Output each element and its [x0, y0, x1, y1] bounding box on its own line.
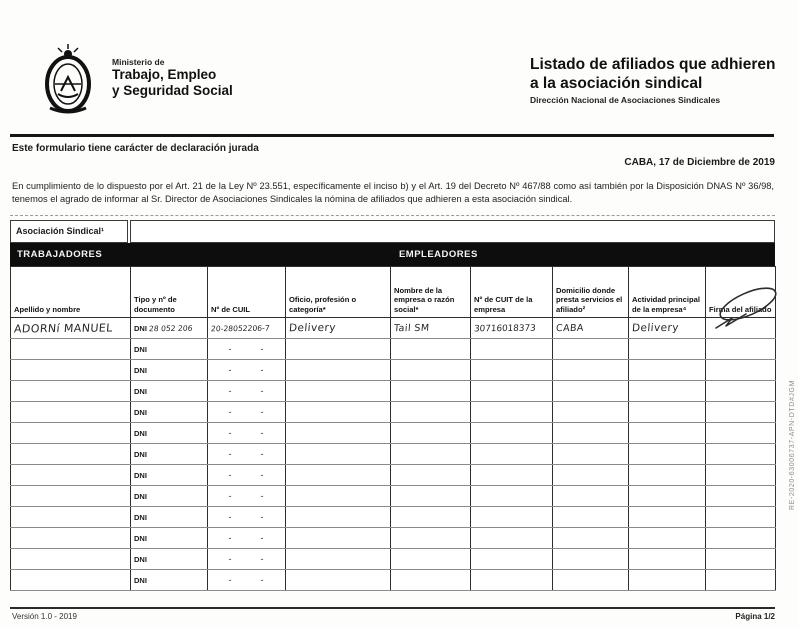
table-cell: [391, 423, 471, 444]
table-body: [11, 318, 776, 591]
table-cell: [286, 507, 391, 528]
separator-hairline: [10, 215, 775, 216]
column-header: Actividad principal de la empresa⁴: [629, 267, 706, 318]
table-cell: [706, 444, 776, 465]
table-cell: [11, 423, 131, 444]
table-cell: [131, 423, 208, 444]
table-cell: [131, 486, 208, 507]
column-header: Nº de CUIT de la empresa: [471, 267, 553, 318]
intro-paragraph: En cumplimiento de lo dispuesto por el Art. 21 de la Ley Nº 23.551, específicamente el inciso b) y el Art. 19 del Decreto Nº 467/88 como así también por la Disposición DNAS Nº 36/98, tenemos el agrado de informar al Sr. Director de Asociaciones Sindicales la nómina de afiliados que adhieren a esta asociación sindical.: [12, 181, 774, 205]
table-cell: [131, 402, 208, 423]
handwritten-value: Delivery: [631, 321, 680, 335]
table-cell: [286, 486, 391, 507]
table-cell: [286, 549, 391, 570]
table-cell: [208, 507, 286, 528]
table-cell: [706, 381, 776, 402]
column-header: Domicilio donde presta servicios el afiliado²: [553, 267, 629, 318]
table-cell: [706, 549, 776, 570]
table-cell: [11, 465, 131, 486]
page-title-line-1: Listado de afiliados que adhieren: [530, 56, 776, 73]
column-header: Apellido y nombre: [11, 267, 131, 318]
table-cell: [471, 465, 553, 486]
document-title-block: [530, 55, 790, 105]
doc-type-label: DNI: [134, 471, 147, 480]
column-header: Nombre de la empresa o razón social*: [391, 267, 471, 318]
place-and-date: CABA, 17 de Diciembre de 2019: [624, 157, 775, 168]
table-cell: [391, 570, 471, 591]
table-cell: [471, 360, 553, 381]
table-cell: [629, 444, 706, 465]
table-cell: [629, 318, 706, 339]
table-cell: [11, 444, 131, 465]
table-cell: [629, 339, 706, 360]
table-cell: [471, 381, 553, 402]
table-cell: [131, 570, 208, 591]
table-cell: [391, 486, 471, 507]
table-cell: [286, 339, 391, 360]
table-cell: [629, 549, 706, 570]
doc-type-label: DNI: [134, 576, 147, 585]
group-header-trabajadores: TRABAJADORES: [17, 249, 103, 260]
table-row: [11, 381, 776, 402]
table-cell: [11, 360, 131, 381]
doc-type-label: DNI: [134, 366, 147, 375]
table-cell: [553, 528, 629, 549]
table-row: [11, 507, 776, 528]
table-row: [11, 423, 776, 444]
cuil-placeholder-dashes: - -: [228, 470, 265, 480]
form-version: Versión 1.0 - 2019: [12, 612, 77, 621]
table-cell: [131, 381, 208, 402]
table-cell: [706, 570, 776, 591]
handwritten-value: ADORNí MANUEL: [13, 320, 114, 336]
table-cell: [629, 423, 706, 444]
table-cell: [208, 528, 286, 549]
table-cell: [706, 465, 776, 486]
table-cell: [11, 339, 131, 360]
cuil-placeholder-dashes: - -: [228, 491, 265, 501]
table-cell: [391, 528, 471, 549]
association-box-row: [10, 220, 775, 243]
table-cell: [706, 486, 776, 507]
table-cell: [391, 381, 471, 402]
table-row: [11, 570, 776, 591]
table-cell: [208, 570, 286, 591]
affiliates-table: [10, 266, 776, 591]
cuil-placeholder-dashes: - -: [228, 428, 265, 438]
doc-type-label: DNI: [134, 450, 147, 459]
table-row: [11, 360, 776, 381]
doc-type-label: DNI: [134, 324, 147, 333]
doc-type-label: DNI: [134, 345, 147, 354]
table-cell: [208, 465, 286, 486]
handwritten-value: Tail SM: [393, 322, 430, 334]
table-cell: [553, 549, 629, 570]
table-cell: [11, 318, 131, 339]
table-cell: [706, 360, 776, 381]
table-row: [11, 444, 776, 465]
sworn-declaration-note: Este formulario tiene carácter de declaración jurada: [12, 143, 259, 154]
column-header: Nº de CUIL: [208, 267, 286, 318]
table-cell: [706, 318, 776, 339]
table-cell: [391, 318, 471, 339]
table-cell: [286, 360, 391, 381]
table-cell: [471, 318, 553, 339]
table-cell: [629, 528, 706, 549]
ministry-name-block: [112, 57, 233, 99]
ministry-line-2: Trabajo, Empleo: [112, 67, 217, 82]
table-cell: [391, 402, 471, 423]
cuil-placeholder-dashes: - -: [228, 449, 265, 459]
table-cell: [11, 381, 131, 402]
table-cell: [131, 528, 208, 549]
table-cell: [471, 507, 553, 528]
table-cell: [286, 444, 391, 465]
table-cell: [629, 360, 706, 381]
doc-type-label: DNI: [134, 513, 147, 522]
page-title-line-2: a la asociación sindical: [530, 75, 703, 92]
table-cell: [553, 507, 629, 528]
footer-divider-rule: [10, 607, 775, 609]
table-cell: [286, 465, 391, 486]
table-cell: [629, 486, 706, 507]
gde-reference-vertical-text: RE-2020-63006737-APN-DTD#JGM: [789, 379, 796, 510]
cuil-placeholder-dashes: - -: [228, 407, 265, 417]
cuil-placeholder-dashes: - -: [228, 554, 265, 564]
table-cell: [11, 402, 131, 423]
handwritten-value: 20-28052206-7: [210, 323, 271, 334]
cuil-placeholder-dashes: - -: [228, 575, 265, 585]
table-cell: [131, 444, 208, 465]
doc-type-label: DNI: [134, 429, 147, 438]
table-cell: [208, 318, 286, 339]
table-cell: [286, 528, 391, 549]
table-cell: [629, 570, 706, 591]
table-cell: [553, 465, 629, 486]
table-row: [11, 339, 776, 360]
table-cell: [629, 402, 706, 423]
table-cell: [286, 402, 391, 423]
table-cell: [208, 423, 286, 444]
table-cell: [553, 423, 629, 444]
table-cell: [286, 381, 391, 402]
header-divider-rule: [10, 134, 774, 137]
table-row: [11, 528, 776, 549]
table-cell: [553, 318, 629, 339]
table-cell: [553, 339, 629, 360]
doc-type-label: DNI: [134, 492, 147, 501]
table-cell: [11, 486, 131, 507]
table-cell: [131, 549, 208, 570]
cuil-placeholder-dashes: - -: [228, 365, 265, 375]
table-cell: [286, 318, 391, 339]
table-cell: [706, 339, 776, 360]
doc-type-label: DNI: [134, 408, 147, 417]
cuil-placeholder-dashes: - -: [228, 386, 265, 396]
table-cell: [11, 570, 131, 591]
column-header: Oficio, profesión o categoría*: [286, 267, 391, 318]
table-row: [11, 402, 776, 423]
table-cell: [553, 444, 629, 465]
column-header: Firma del afiliado: [706, 267, 776, 318]
ministry-line-3: y Seguridad Social: [112, 83, 233, 98]
table-cell: [553, 381, 629, 402]
table-cell: [471, 339, 553, 360]
table-cell: [706, 402, 776, 423]
table-cell: [131, 339, 208, 360]
argentina-coat-of-arms-logo: [28, 44, 108, 118]
table-cell: [131, 465, 208, 486]
cuil-placeholder-dashes: - -: [228, 512, 265, 522]
table-cell: [629, 381, 706, 402]
table-cell: [471, 570, 553, 591]
page-number: Página 1/2: [735, 612, 775, 621]
handwritten-value: CABA: [555, 322, 585, 334]
table-cell: [553, 402, 629, 423]
table-cell: [471, 444, 553, 465]
table-cell: [391, 549, 471, 570]
doc-type-label: DNI: [134, 387, 147, 396]
table-cell: [471, 423, 553, 444]
association-value-field: [130, 220, 775, 243]
table-cell: [391, 465, 471, 486]
association-label: Asociación Sindical¹: [10, 220, 128, 243]
table-cell: [391, 360, 471, 381]
handwritten-value: 30716018373: [473, 323, 536, 334]
page-subtitle: Dirección Nacional de Asociaciones Sindicales: [530, 95, 721, 105]
table-cell: [208, 381, 286, 402]
table-cell: [208, 444, 286, 465]
table-cell: [706, 528, 776, 549]
table-group-band: [10, 243, 775, 266]
table-cell: [471, 486, 553, 507]
table-cell: [629, 465, 706, 486]
doc-type-label: DNI: [134, 555, 147, 564]
table-cell: [11, 507, 131, 528]
table-cell: [208, 360, 286, 381]
cuil-placeholder-dashes: - -: [228, 344, 265, 354]
table-cell: [706, 423, 776, 444]
table-row: [11, 486, 776, 507]
handwritten-value: 28 052 206: [148, 323, 193, 334]
table-cell: [391, 444, 471, 465]
table-cell: [471, 549, 553, 570]
ministry-line-1: Ministerio de: [112, 57, 165, 67]
table-cell: [131, 360, 208, 381]
group-header-empleadores: EMPLEADORES: [398, 249, 478, 260]
table-cell: [553, 486, 629, 507]
doc-type-label: DNI: [134, 534, 147, 543]
column-header: Tipo y nº de documento: [131, 267, 208, 318]
table-cell: [208, 486, 286, 507]
table-cell: [286, 570, 391, 591]
table-cell: [131, 318, 208, 339]
table-row: [11, 318, 776, 339]
table-cell: [471, 528, 553, 549]
table-cell: [391, 507, 471, 528]
table-cell: [471, 402, 553, 423]
table-header-row: [11, 267, 776, 318]
table-cell: [208, 402, 286, 423]
table-cell: [11, 528, 131, 549]
table-cell: [553, 360, 629, 381]
table-cell: [391, 339, 471, 360]
table-cell: [11, 549, 131, 570]
handwritten-value: Delivery: [288, 321, 337, 335]
table-row: [11, 549, 776, 570]
table-cell: [629, 507, 706, 528]
cuil-placeholder-dashes: - -: [228, 533, 265, 543]
table-cell: [553, 570, 629, 591]
table-cell: [208, 339, 286, 360]
table-cell: [286, 423, 391, 444]
table-cell: [131, 507, 208, 528]
table-row: [11, 465, 776, 486]
table-cell: [706, 507, 776, 528]
table-cell: [208, 549, 286, 570]
